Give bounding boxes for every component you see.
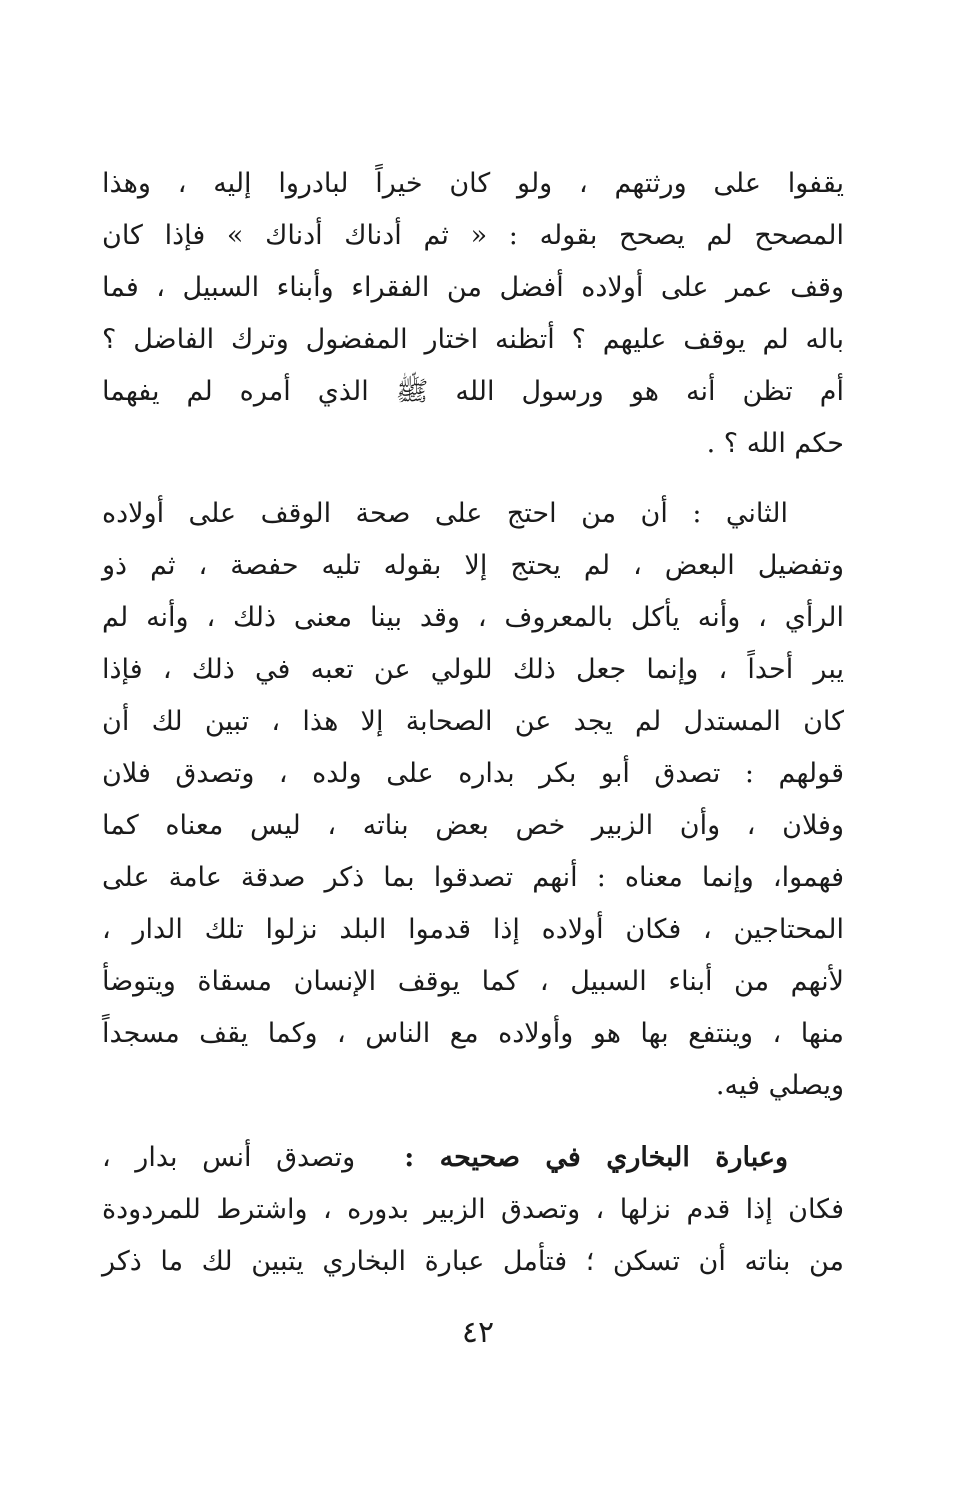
text-line-rest: وتصدق أنس بدار ، [102, 1142, 356, 1173]
text-line: منها ، وينتفع بها هو وأولاده مع الناس ، وكما يقف مسجداً [102, 1018, 844, 1049]
paragraph-2 [102, 488, 844, 1112]
page-number: ٤٢ [461, 1315, 495, 1350]
text-line: المصحح لم يصحح بقوله : « ثم أدناك أدناك » فإذا كان [102, 220, 844, 251]
text-line: وقف عمر على أولاده أفضل من الفقراء وأبناء السبيل ، فما [102, 272, 844, 303]
text-line: من بناته أن تسكن ؛ فتأمل عبارة البخاري يتبين لك ما ذكر [102, 1246, 844, 1277]
text-line: الثاني : أن من احتج على صحة الوقف على أولاده [102, 498, 788, 529]
bukhari-phrase: وعبارة البخاري في صحيحه : [404, 1142, 788, 1173]
text-line: فكان إذا قدم نزلها ، وتصدق الزبير بدوره ، واشترط للمردودة [102, 1194, 844, 1225]
paragraph-3 [102, 1132, 844, 1288]
text-line: فهموا، وإنما معناه : أنهم تصدقوا بما ذكر صدقة عامة على [102, 862, 844, 893]
text-line: المحتاجين ، فكان أولاده إذا قدموا البلد نزلوا تلك الدار ، [102, 914, 844, 945]
text-line: الرأي ، وأنه يأكل بالمعروف ، وقد بينا معنى ذلك ، وأنه لم [102, 602, 844, 633]
text-line: حكم الله ؟ . [706, 428, 844, 459]
text-line: كان المستدل لم يجد عن الصحابة إلا هذا ، تبين لك أن [102, 706, 844, 737]
text-line: يبر أحداً ، وإنما جعل ذلك للولي عن تعبه في ذلك ، فإذا [102, 654, 844, 685]
text-line [102, 1132, 844, 1184]
text-line: باله لم يوقف عليهم ؟ أتظنه اختار المفضول وترك الفاضل ؟ [102, 324, 844, 355]
paragraph-1 [102, 158, 844, 470]
text-line: وفلان ، وأن الزبير خص بعض بناته ، ليس معناه كما [102, 810, 844, 841]
text-line: وتفضيل البعض ، لم يحتج إلا بقوله تليه حفصة ، ثم ذو [102, 550, 844, 581]
text-line: لأنهم من أبناء السبيل ، كما يوقف الإنسان مسقاة ويتوضأ [102, 966, 844, 997]
text-line: ويصلي فيه. [715, 1070, 844, 1101]
text-line: يقفوا على ورثتهم ، ولو كان خيراً لبادروا إليه ، وهذا [102, 168, 844, 199]
text-line: أم تظن أنه هو ورسول الله ﷺ الذي أمره لم يفهما [102, 376, 844, 407]
text-line: قولهم : تصدق أبو بكر بداره على ولده ، وتصدق فلان [102, 758, 844, 789]
